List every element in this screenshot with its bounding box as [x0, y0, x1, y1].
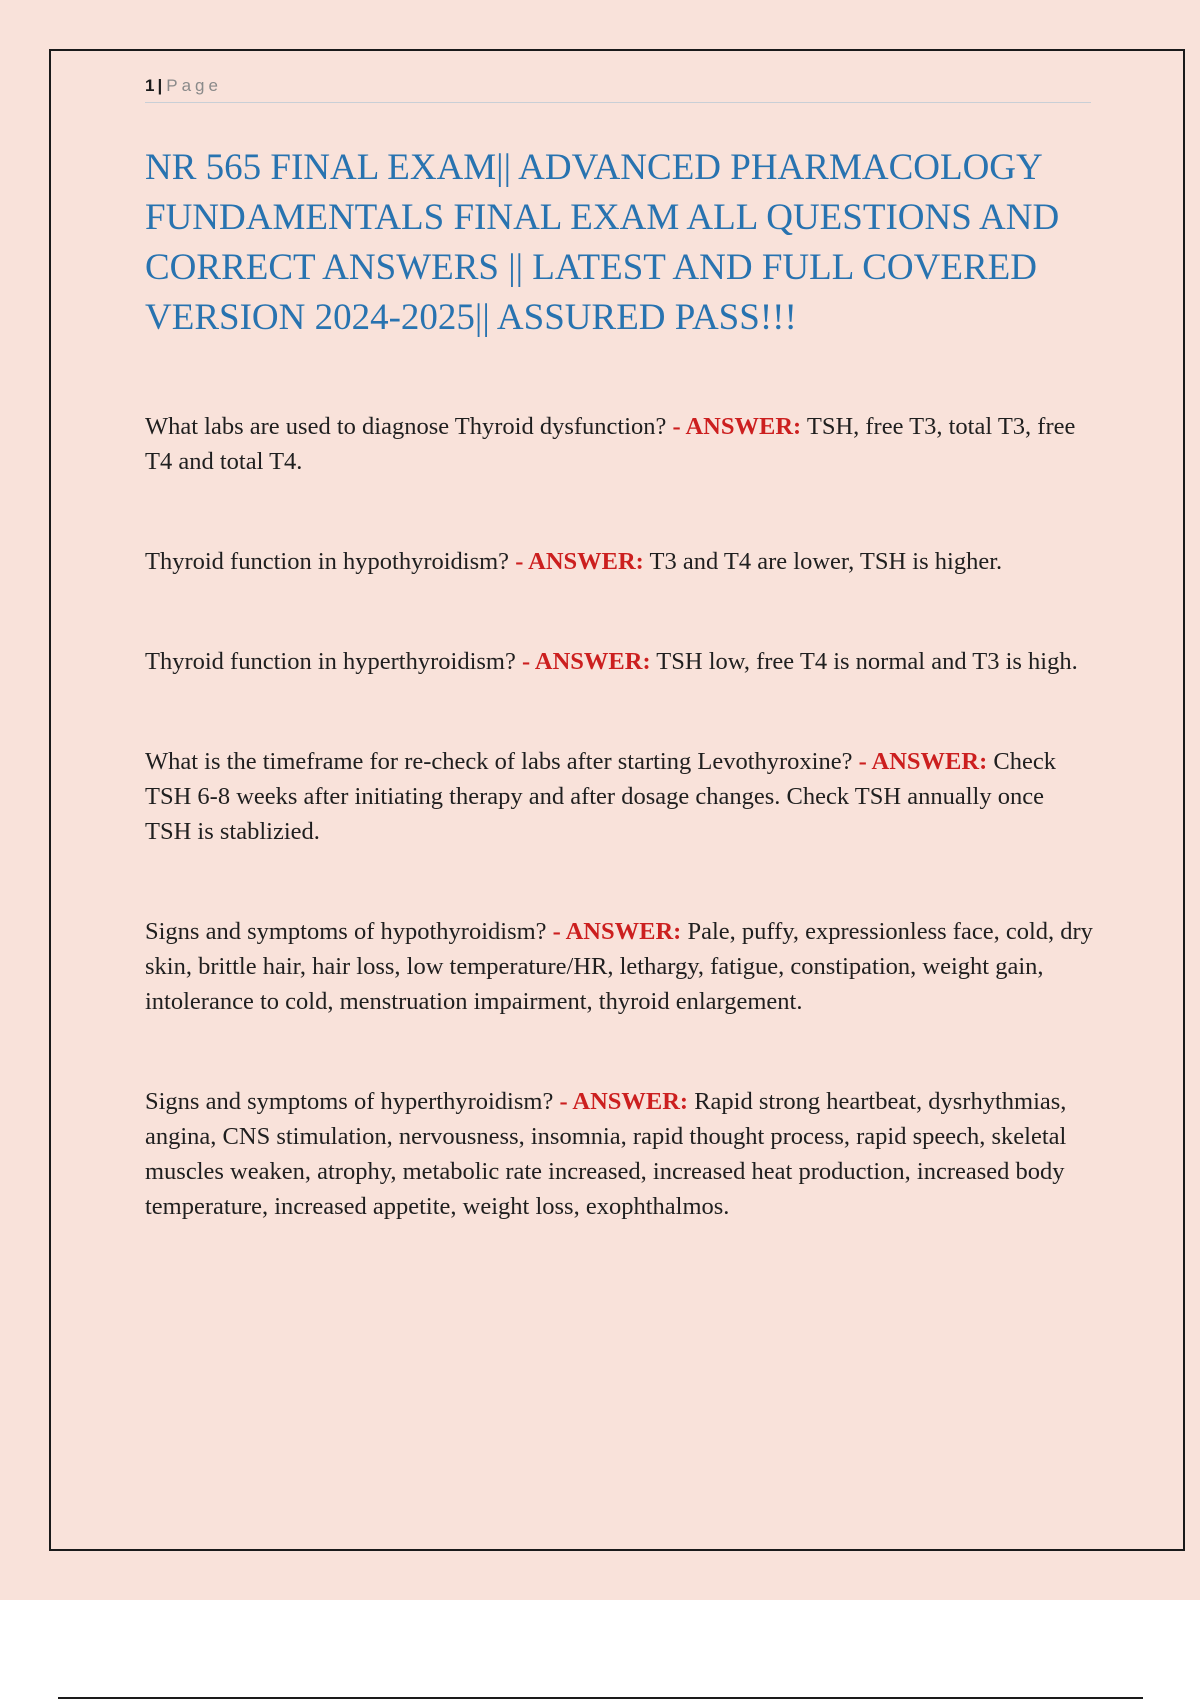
qa-item	[145, 409, 1095, 479]
qa-item	[145, 1084, 1095, 1224]
answer-text: Rapid strong heartbeat, dysrhythmias, angina, CNS stimulation, nervousness, insomnia, rapid thought process, rapid speech, skeletal muscles weaken, atrophy, metabolic rate increased, increased heat production, increased body temperature, increased appetite, weight loss, exophthalmos.	[145, 1088, 1067, 1220]
document-title: NR 565 FINAL EXAM|| ADVANCED PHARMACOLOGY FUNDAMENTALS FINAL EXAM ALL QUESTIONS AND CORRECT ANSWERS || LATEST AND FULL COVERED VERSION 2024-2025|| ASSURED PASS!!!	[145, 147, 1060, 338]
qa-item	[145, 644, 1095, 679]
answer-text: TSH low, free T4 is normal and T3 is high.	[656, 648, 1078, 675]
answer-label: - ANSWER:	[559, 1088, 689, 1115]
qa-list	[145, 409, 1095, 1289]
qa-item	[145, 544, 1095, 579]
question-text: What is the timeframe for re-check of labs after starting Levothyroxine?	[145, 748, 853, 775]
qa-item	[145, 744, 1095, 849]
page-header	[145, 74, 1091, 103]
answer-label: - ANSWER:	[521, 648, 651, 675]
answer-label: - ANSWER:	[552, 918, 682, 945]
question-text: Thyroid function in hypothyroidism?	[145, 548, 510, 575]
question-text: Thyroid function in hyperthyroidism?	[145, 648, 516, 675]
answer-label: - ANSWER:	[858, 748, 988, 775]
answer-label: - ANSWER:	[515, 548, 644, 575]
page-number: 1	[145, 76, 155, 95]
answer-text: Check TSH 6-8 weeks after initiating therapy and after dosage changes. Check TSH annually once TSH is stablizied.	[145, 748, 1056, 845]
page-label: Page	[166, 76, 222, 95]
answer-text: Pale, puffy, expressionless face, cold, dry skin, brittle hair, hair loss, low temperature/HR, lethargy, fatigue, constipation, weight gain, intolerance to cold, menstruation impairment, thyroid enlargement.	[145, 918, 1093, 1015]
next-page-top-rule	[58, 1697, 1143, 1699]
question-text: What labs are used to diagnose Thyroid dysfunction?	[145, 413, 667, 440]
question-text: Signs and symptoms of hyperthyroidism?	[145, 1088, 554, 1115]
answer-text: T3 and T4 are lower, TSH is higher.	[649, 548, 1003, 575]
page-header-separator: |	[157, 76, 163, 95]
answer-text: TSH, free T3, total T3, free T4 and total T4.	[145, 413, 1076, 475]
answer-label: - ANSWER:	[672, 413, 802, 440]
qa-item	[145, 914, 1095, 1019]
question-text: Signs and symptoms of hypothyroidism?	[145, 918, 547, 945]
